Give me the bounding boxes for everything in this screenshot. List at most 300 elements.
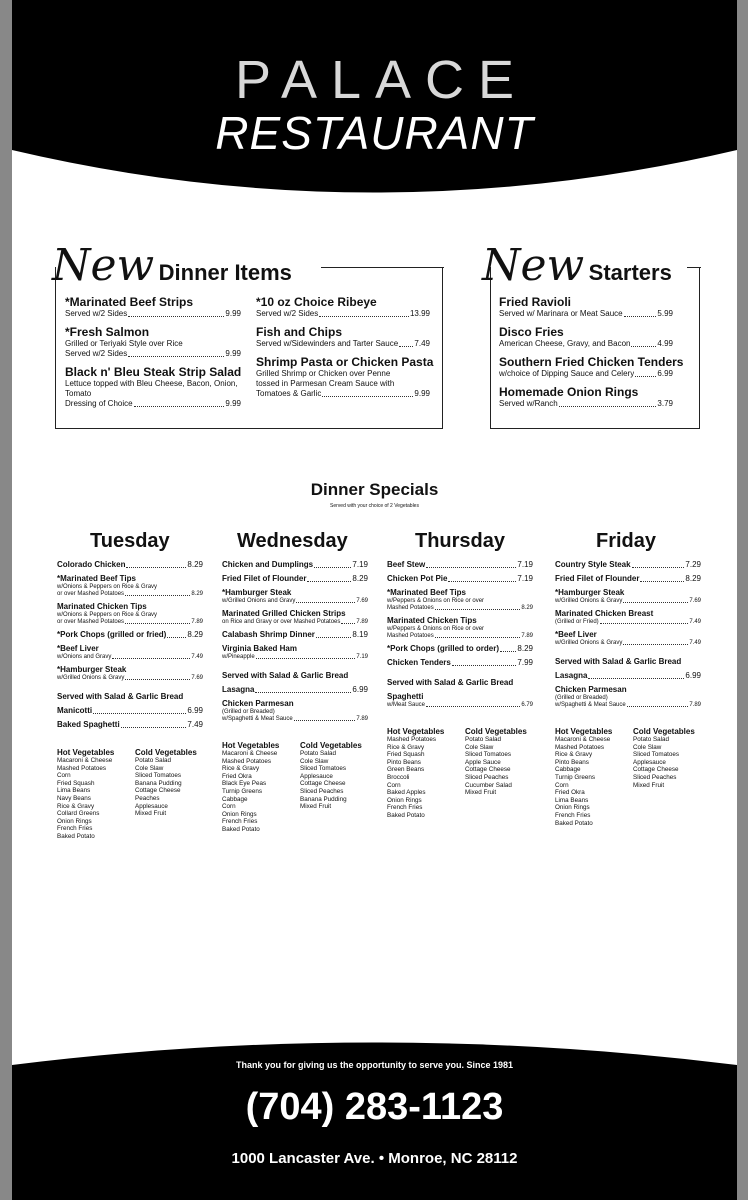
specials-column-thursday	[387, 560, 533, 713]
special-item-desc-line	[555, 702, 701, 709]
special-item-desc: (Grilled or Breaded)	[555, 695, 608, 701]
dot-leader	[322, 389, 413, 397]
special-item	[387, 560, 533, 570]
day-heading-tuesday: Tuesday	[90, 530, 170, 552]
vegetable-item: Turnip Greens	[222, 787, 263, 795]
phone-number[interactable]: (704) 283-1123	[245, 1086, 504, 1128]
vegetable-item: Onion Rings	[555, 804, 590, 812]
dot-leader	[125, 591, 190, 596]
day-heading-thursday: Thursday	[415, 530, 506, 552]
menu-item-desc-line	[256, 389, 430, 399]
specials-column-wednesday	[222, 560, 368, 727]
dot-leader	[125, 675, 190, 680]
vegetable-item: French Fries	[222, 818, 258, 826]
special-item	[57, 644, 203, 654]
cold-vegetables-list	[465, 727, 527, 797]
menu-item-desc: Served w/Sidewinders and Tarter Sauce	[256, 339, 399, 348]
menu-item-price: 7.49	[414, 339, 430, 348]
menu-item-desc: w/choice of Dipping Sauce and Celery	[499, 369, 635, 378]
vegetable-item: Rice & Gravy	[57, 802, 95, 810]
vegetable-item: Potato Salad	[633, 736, 670, 743]
special-item	[387, 658, 533, 668]
vegetable-item: Onion Rings	[57, 817, 92, 825]
dot-leader	[256, 654, 356, 659]
menu-item-name: Shrimp Pasta or Chicken Pasta	[256, 355, 434, 369]
special-item-name: Marinated Chicken Tips	[387, 616, 477, 625]
menu-item-desc-line	[499, 309, 673, 319]
vegetable-item: Mashed Potatoes	[57, 764, 107, 772]
special-item-desc: w/Onions & Peppers on Rice & Gravy	[57, 584, 158, 590]
starters-title: Starters	[588, 260, 672, 285]
special-item-name: *Pork Chops (grilled to order)	[387, 644, 500, 653]
special-item-desc-line	[222, 709, 368, 716]
special-item-desc: w/Onions and Gravy	[57, 654, 112, 660]
salad-bread-heading: Served with Salad & Garlic Bread	[57, 692, 184, 701]
special-item-price: 7.89	[521, 633, 533, 639]
special-item-name: *Hamburger Steak	[57, 665, 127, 674]
dot-leader	[559, 399, 657, 407]
vegetable-item: Cole Slaw	[300, 757, 329, 765]
vegetable-item: Baked Apples	[387, 789, 426, 797]
dot-leader	[125, 619, 190, 624]
special-item-name: Colorado Chicken	[57, 560, 126, 569]
special-item-desc-line	[222, 716, 368, 723]
special-item-price: 7.99	[517, 658, 533, 667]
vegetable-item: Rice & Gravy	[222, 765, 260, 773]
special-item-price: 8.19	[352, 630, 368, 639]
vegetable-item: Mashed Potatoes	[555, 743, 605, 751]
dot-leader	[121, 720, 187, 728]
hot-vegetables-list	[222, 741, 279, 834]
vegetable-item: Potato Salad	[135, 757, 172, 764]
vegetable-item: Corn	[222, 803, 236, 811]
vegetable-item: Mixed Fruit	[633, 781, 665, 789]
dot-leader	[112, 654, 190, 659]
special-item	[57, 574, 203, 584]
menu-item-price: 9.99	[225, 399, 241, 408]
special-item-desc-line	[387, 702, 533, 709]
dot-leader	[319, 309, 409, 317]
special-item-desc: w/Onions & Peppers on Rice & Gravy	[57, 612, 158, 618]
special-item	[555, 671, 701, 681]
special-item-price: 8.29	[191, 591, 203, 597]
hot-vegetables-heading: Hot Vegetables	[555, 727, 613, 736]
dot-leader	[623, 640, 688, 645]
cold-vegetables-heading: Cold Vegetables	[633, 727, 695, 736]
special-item-name: Country Style Steak	[555, 560, 631, 569]
vegetable-item: Lima Beans	[57, 787, 91, 795]
menu-item-desc: American Cheese, Gravy, and Bacon	[499, 339, 631, 348]
menu-item-price: 6.99	[657, 369, 673, 378]
special-item-price: 7.49	[689, 640, 701, 646]
special-item-name: *Hamburger Steak	[555, 588, 625, 597]
menu-item-desc: Served w/ Marinara or Meat Sauce	[499, 309, 623, 318]
vegetable-item: Black Eye Peas	[222, 780, 267, 788]
special-item-price: 6.79	[521, 702, 533, 708]
special-item	[57, 706, 203, 716]
special-item	[555, 588, 701, 598]
spacer	[222, 723, 368, 727]
vegetable-item: Onion Rings	[387, 796, 422, 804]
spacer	[387, 668, 533, 672]
dot-leader	[588, 671, 684, 679]
special-item-price: 7.19	[356, 654, 368, 660]
special-item-price: 8.29	[517, 644, 533, 653]
menu-item-price: 9.99	[225, 349, 241, 358]
vegetable-item: French Fries	[387, 804, 423, 812]
vegetable-item: Pinto Beans	[387, 758, 421, 766]
menu-item-desc-line	[65, 309, 241, 319]
special-item	[387, 644, 533, 654]
special-item	[555, 609, 701, 619]
special-item-desc: w/Spaghetti & Meat Sauce	[555, 702, 626, 708]
vegetable-item: French Fries	[57, 825, 93, 833]
menu-item-name: Homemade Onion Rings	[499, 385, 639, 399]
special-item-desc: w/Grilled Onions and Gravy	[222, 598, 296, 604]
cold-vegetables-list	[300, 741, 362, 811]
vegetable-item: Fried Squash	[57, 779, 95, 787]
special-item-price: 6.99	[352, 685, 368, 694]
menu-item-price: 3.79	[657, 399, 673, 408]
vegetable-item: Collard Greens	[57, 810, 100, 818]
special-item	[387, 574, 533, 584]
menu-item-price: 5.99	[657, 309, 673, 318]
special-item-desc-line	[387, 598, 533, 605]
special-item-name: *Beef Liver	[555, 630, 597, 639]
vegetable-item: Mixed Fruit	[465, 789, 497, 797]
special-item-price: 7.69	[356, 598, 368, 604]
vegetable-item: Mashed Potatoes	[387, 736, 437, 743]
vegetable-item: Cottage Cheese	[465, 766, 511, 774]
vegetable-item: Broccoli	[387, 773, 410, 781]
menu-item-desc-line	[499, 399, 673, 409]
vegetable-item: Potato Salad	[300, 750, 337, 757]
vegetable-item: Macaroni & Cheese	[57, 757, 113, 764]
menu-item	[499, 385, 673, 409]
dot-leader	[623, 598, 688, 603]
address: 1000 Lancaster Ave. • Monroe, NC 28112	[231, 1150, 518, 1167]
vegetable-item: Sliced Tomatoes	[633, 751, 680, 759]
vegetable-item: Turnip Greens	[555, 773, 596, 781]
vegetable-item: Sliced Tomatoes	[300, 765, 347, 773]
special-item-desc: w/Grilled Onions & Gravy	[555, 640, 623, 646]
dot-leader	[448, 574, 516, 582]
vegetable-item: Fried Okra	[555, 789, 585, 797]
special-item	[222, 574, 368, 584]
vegetable-item: Sliced Tomatoes	[465, 751, 512, 759]
vegetable-item: Applesauce	[300, 772, 333, 780]
new-script-word: New	[52, 240, 155, 291]
dot-leader	[452, 658, 517, 666]
hot-vegetables-list	[555, 727, 612, 827]
logo-line-restaurant: RESTAURANT	[215, 107, 534, 159]
hot-vegetables-heading: Hot Vegetables	[387, 727, 445, 736]
menu-item-desc: Served w/2 Sides	[256, 309, 319, 318]
vegetable-item: Baked Potato	[387, 811, 425, 819]
dinner-specials-subtitle: Served with your choice of 2 Vegetables	[330, 503, 419, 509]
special-item-price: 8.29	[187, 630, 203, 639]
special-item-name: Lasagna	[222, 685, 255, 694]
vegetable-item: Cottage Cheese	[300, 780, 346, 788]
cold-vegetables-heading: Cold Vegetables	[465, 727, 527, 736]
special-item-desc: (Grilled or Breaded)	[222, 709, 275, 715]
vegetable-item: Macaroni & Cheese	[222, 750, 278, 757]
special-item-price: 6.99	[685, 671, 701, 680]
special-item-desc-line	[57, 612, 203, 619]
menu-item-desc-line	[256, 339, 430, 349]
salad-bread-heading: Served with Salad & Garlic Bread	[387, 678, 514, 687]
salad-bread-heading: Served with Salad & Garlic Bread	[555, 657, 682, 666]
dot-leader	[126, 560, 186, 568]
vegetable-item: Fried Okra	[222, 772, 252, 780]
special-item-price: 7.19	[352, 560, 368, 569]
menu-item-name: Black n' Bleu Steak Strip Salad	[65, 365, 242, 379]
special-item	[387, 616, 533, 626]
special-item	[222, 699, 368, 709]
dot-leader	[128, 309, 224, 317]
day-heading-wednesday: Wednesday	[237, 530, 348, 552]
menu-item-desc: Dressing of Choice	[65, 399, 133, 408]
vegetable-item: Cucumber Salad	[465, 781, 512, 789]
dot-leader	[435, 605, 521, 610]
salad-bread-heading: Served with Salad & Garlic Bread	[222, 671, 349, 680]
dot-leader	[632, 560, 685, 568]
menu-page	[12, 0, 737, 1200]
menu-item	[256, 325, 430, 349]
cold-vegetables-list	[135, 748, 197, 818]
menu-item-desc: Grilled Shrimp or Chicken over Penne	[256, 369, 391, 378]
special-item-price: 7.49	[191, 654, 203, 660]
menu-item-name: *Fresh Salmon	[65, 325, 150, 339]
special-item-name: Chicken and Dumplings	[222, 560, 314, 569]
menu-item-desc: Tomatoes & Garlic	[256, 389, 322, 398]
menu-item-name: Southern Fried Chicken Tenders	[499, 355, 684, 369]
special-item-price: 8.29	[685, 574, 701, 583]
special-item-desc: w/Grilled Onions & Gravy	[57, 675, 125, 681]
menu-item-desc: Served w/Ranch	[499, 399, 558, 408]
spacer	[387, 709, 533, 713]
vegetable-item: Mixed Fruit	[135, 810, 167, 818]
special-item-desc-line	[57, 654, 203, 661]
menu-item-desc-line	[499, 369, 673, 379]
vegetable-item: Corn	[57, 772, 71, 780]
special-item-desc-line	[555, 619, 701, 626]
special-item	[57, 665, 203, 675]
special-item-desc: Mashed Potatoes	[387, 633, 434, 639]
special-item-price: 7.29	[685, 560, 701, 569]
vegetable-item: Cole Slaw	[135, 764, 164, 772]
dot-leader	[635, 369, 656, 377]
vegetable-item: Applesauce	[135, 802, 168, 810]
specials-column-friday	[555, 560, 701, 713]
spacer	[555, 709, 701, 713]
special-item-price: 7.89	[689, 702, 701, 708]
menu-item-desc-line	[499, 339, 673, 349]
special-item-name: Fried Filet of Flounder	[222, 574, 307, 583]
vegetable-item: French Fries	[555, 811, 591, 819]
vegetable-item: Sliced Peaches	[465, 773, 509, 781]
vegetable-item: Sliced Peaches	[300, 787, 344, 795]
menu-item	[499, 295, 673, 319]
special-item	[387, 588, 533, 598]
special-item-desc: w/Peppers & Onions on Rice or over	[387, 598, 485, 604]
new-script-word-starters: New	[482, 240, 585, 291]
special-item-desc-line	[222, 619, 368, 626]
vegetable-item: Banana Pudding	[135, 779, 182, 787]
menu-item-desc-line	[65, 349, 241, 359]
special-item	[57, 720, 203, 730]
vegetable-item: Macaroni & Cheese	[555, 736, 611, 743]
cold-vegetables-heading: Cold Vegetables	[300, 741, 362, 750]
hot-vegetables-list	[57, 748, 114, 841]
menu-item-desc: tossed in Parmesan Cream Sauce with	[256, 379, 395, 388]
special-item-price: 7.19	[517, 560, 533, 569]
special-item-price: 7.89	[356, 716, 368, 722]
hot-vegetables-list	[387, 727, 444, 820]
vegetable-item: Rice & Gravy	[387, 743, 425, 751]
menu-item-price: 9.99	[414, 389, 430, 398]
vegetable-item: Baked Potato	[57, 832, 95, 840]
menu-item-desc: Served w/2 Sides	[65, 349, 128, 358]
spacer	[57, 730, 203, 734]
special-item-name: Chicken Parmesan	[555, 685, 627, 694]
menu-item	[499, 325, 673, 349]
dot-leader	[640, 574, 684, 582]
restaurant-logo	[12, 52, 737, 158]
special-item	[222, 644, 368, 654]
special-item-name: Spaghetti	[387, 692, 424, 701]
spacer	[222, 661, 368, 665]
vegetable-item: Cabbage	[222, 795, 248, 803]
dot-leader	[93, 706, 186, 714]
special-item-name: Marinated Grilled Chicken Strips	[222, 609, 346, 618]
menu-item-desc-line	[65, 399, 241, 409]
special-item-price: 8.29	[521, 605, 533, 611]
vegetable-item: Apple Sauce	[465, 758, 501, 766]
dot-leader	[341, 619, 355, 624]
special-item-name: Chicken Parmesan	[222, 699, 294, 708]
menu-item-price: 13.99	[409, 309, 430, 318]
menu-item-desc: Served w/2 Sides	[65, 309, 128, 318]
vegetable-item: Cottage Cheese	[135, 787, 181, 795]
dot-leader	[500, 644, 516, 652]
dinner-specials-title: Dinner Specials	[310, 480, 439, 499]
special-item-name: Marinated Chicken Breast	[555, 609, 654, 618]
logo-line-palace: PALACE	[234, 50, 529, 110]
dot-leader	[255, 685, 351, 693]
menu-item-desc-line	[256, 309, 430, 319]
special-item-name: Virginia Baked Ham	[222, 644, 297, 653]
special-item-name: *Hamburger Steak	[222, 588, 292, 597]
menu-item-price: 4.99	[657, 339, 673, 348]
special-item-desc-line	[222, 598, 368, 605]
dot-leader	[624, 309, 657, 317]
spacer	[555, 647, 701, 651]
menu-item	[65, 295, 241, 319]
special-item-price: 7.89	[356, 619, 368, 625]
vegetable-item: Corn	[555, 781, 569, 789]
vegetable-item: Fried Squash	[387, 751, 425, 759]
special-item-desc-line	[57, 675, 203, 682]
special-item	[57, 560, 203, 570]
special-item	[222, 685, 368, 695]
special-item-price: 7.69	[191, 675, 203, 681]
vegetable-item: Cabbage	[555, 766, 581, 774]
special-item-name: Chicken Pot Pie	[387, 574, 448, 583]
special-item	[555, 630, 701, 640]
special-item-price: 8.29	[187, 560, 203, 569]
special-item-name: Manicotti	[57, 706, 93, 715]
special-item-name: *Pork Chops (grilled or fried)	[57, 630, 167, 639]
dinner-items-heading	[52, 240, 292, 291]
vegetable-item: Cole Slaw	[465, 743, 494, 751]
vegetable-item: Corn	[387, 781, 401, 789]
special-item	[555, 574, 701, 584]
special-item-name: Beef Stew	[387, 560, 426, 569]
menu-item	[65, 325, 241, 359]
vegetable-item: Navy Beans	[57, 794, 91, 802]
special-item-price: 7.69	[689, 598, 701, 604]
special-item-price: 7.19	[517, 574, 533, 583]
special-item-price: 7.49	[187, 720, 203, 729]
special-item-desc: or over Mashed Potatoes	[57, 619, 125, 625]
menu-item-name: Fish and Chips	[256, 325, 343, 339]
vegetable-item: Baked Potato	[555, 819, 593, 827]
special-item-desc: w/Meat Sauce	[387, 702, 426, 708]
dot-leader	[134, 399, 225, 407]
special-item-price: 7.49	[689, 619, 701, 625]
special-item-name: *Marinated Beef Tips	[57, 574, 136, 583]
dot-leader	[600, 619, 689, 624]
dot-leader	[167, 630, 186, 638]
dot-leader	[631, 339, 656, 347]
special-item-name: *Marinated Beef Tips	[387, 588, 466, 597]
dot-leader	[426, 560, 516, 568]
dot-leader	[426, 702, 520, 707]
special-item-desc: w/Peppers & Onions on Rice or over	[387, 626, 485, 632]
special-item	[555, 685, 701, 695]
special-item-price: 7.89	[191, 619, 203, 625]
vegetable-item: Mixed Fruit	[300, 803, 332, 811]
special-item	[57, 630, 203, 640]
menu-item-name: *Marinated Beef Strips	[65, 295, 194, 309]
special-item-price: 8.29	[352, 574, 368, 583]
menu-item-price: 9.99	[225, 309, 241, 318]
specials-column-tuesday	[57, 560, 203, 734]
special-item	[222, 630, 368, 640]
special-item-desc-line	[57, 619, 203, 626]
vegetable-item: Sliced Peaches	[633, 773, 677, 781]
menu-item	[256, 295, 430, 319]
special-item-name: Fried Filet of Flounder	[555, 574, 640, 583]
special-item-name: Marinated Chicken Tips	[57, 602, 147, 611]
special-item-desc-line	[555, 640, 701, 647]
menu-item-name: Disco Fries	[499, 325, 564, 339]
vegetable-item: Lima Beans	[555, 796, 589, 804]
special-item-name: Chicken Tenders	[387, 658, 451, 667]
vegetable-item: Peaches	[135, 794, 160, 802]
special-item-desc-line	[387, 605, 533, 612]
vegetable-item: Baked Potato	[222, 825, 260, 833]
special-item-desc-line	[555, 598, 701, 605]
special-item	[387, 692, 533, 702]
special-item	[222, 588, 368, 598]
special-item-desc: (Grilled or Fried)	[555, 619, 599, 625]
menu-item	[256, 355, 434, 399]
vegetable-item: Applesauce	[633, 758, 666, 766]
menu-item-desc: Tomato	[65, 389, 92, 398]
cold-vegetables-list	[633, 727, 695, 789]
